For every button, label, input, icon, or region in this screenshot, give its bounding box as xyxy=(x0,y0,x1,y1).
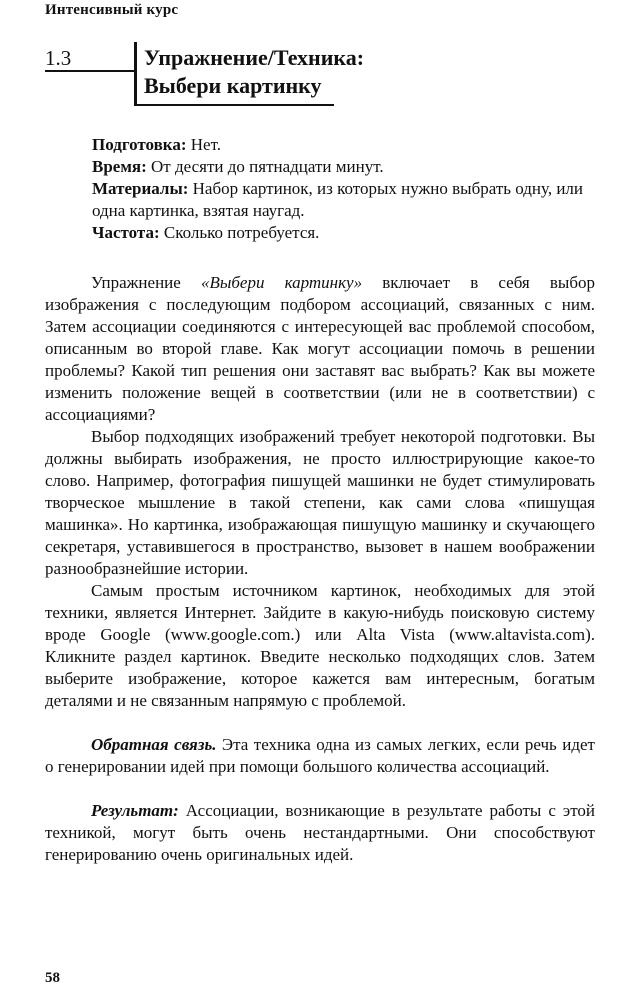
meta-materials-value: Набор картинок, из которых нужно выбрать одну, или одна картинка, взятая наугад. xyxy=(92,179,584,220)
feedback-text: Эта техника одна из самых легких, если речь идет о генерировании идей при помощи большого количества ассоциаций. xyxy=(45,735,595,776)
result-text: Ассоциации, возникающие в результате работы с этой техникой, могут быть очень нестандартными. Они способствуют генерированию очень оригинальных идей. xyxy=(45,801,595,864)
feedback-label: Обратная связь. xyxy=(91,735,217,754)
meta-time-label: Время: xyxy=(92,157,147,176)
section-title-line2: Выбери картинку xyxy=(144,73,322,98)
exercise-name: «Выбери картинку» xyxy=(200,273,363,292)
section-number-underline xyxy=(45,70,135,72)
paragraph-intro-start: Упражнение xyxy=(91,273,201,292)
paragraph-internet: Самым простым источником картинок, необходимых для этой техники, является Интернет. Зайдите в какую-нибудь поисковую систему вроде Google (www.google.com.) или Alta Vista (www.altavista.com). Кликните раздел картинок. Введите несколько подходящих слов. Затем выберите изображение, которое кажется вам интересным, богатым деталями и не связанным напрямую с проблемой. xyxy=(45,581,595,710)
paragraph-selection: Выбор подходящих изображений требует некоторой подготовки. Вы должны выбирать изображения, не просто иллюстрирующие какое-то слово. Например, фотография пишущей машинки не будет стимулировать творческое мышление в такой степени, как сами слова «пишущая машинка». Но картинка, изображающая пишущую машинку и скучающего секретаря, уставившегося в пространство, вызовет в нашем воображении разнообразнейшие истории. xyxy=(45,427,595,578)
result-label: Результат: xyxy=(91,801,179,820)
section-title xyxy=(144,44,364,100)
meta-frequency-value: Сколько потребуется. xyxy=(159,223,320,242)
paragraph-intro xyxy=(45,272,595,426)
title-vertical-rule xyxy=(134,42,137,106)
meta-time xyxy=(92,156,592,178)
exercise-meta xyxy=(92,134,592,244)
paragraph-result xyxy=(45,800,595,866)
meta-time-value: От десяти до пятнадцати минут. xyxy=(146,157,384,176)
running-head: Интенсивный курс xyxy=(45,2,179,18)
paragraph-intro-rest: включает в себя выбор изображения с последующим подбором ассоциаций, связанных с ним. Затем ассоциации соединяются с интересующей вас проблемой способом, описанным во второй главе. Как могут ассоциации помочь в решении проблемы? Какой тип решения они заставят вас выбрать? Как вы можете изменить положение вещей в соответствии (или не в соответствии) с ассоциациями? xyxy=(45,273,595,424)
meta-preparation xyxy=(92,134,592,156)
section-number: 1.3 xyxy=(45,46,72,70)
paragraph-feedback xyxy=(45,734,595,778)
meta-materials-label: Материалы: xyxy=(92,179,189,198)
meta-preparation-label: Подготовка: xyxy=(92,135,187,154)
title-underline xyxy=(134,104,334,106)
section-title-line1: Упражнение/Техника: xyxy=(144,45,365,70)
meta-frequency-label: Частота: xyxy=(92,223,160,242)
meta-preparation-value: Нет. xyxy=(186,135,221,154)
meta-frequency xyxy=(92,222,592,244)
body-text xyxy=(45,272,595,866)
page-number: 58 xyxy=(45,970,60,986)
meta-materials xyxy=(92,178,592,222)
